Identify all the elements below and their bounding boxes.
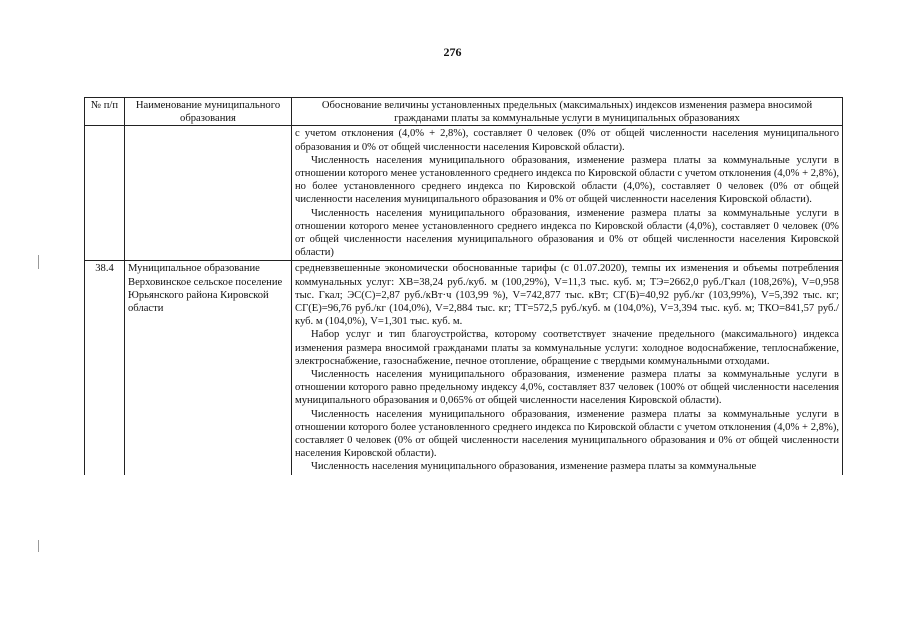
cell-desc-continued [292,126,843,261]
page-number: 276 [443,45,462,59]
municipal-index-table [84,97,843,475]
paragraph: с учетом отклонения (4,0% + 2,8%), составляет 0 человек (0% от общей численности населения муниципального образования и 0% от общей численности населения Кировской области). [295,128,839,153]
paragraph: Численность населения муниципального образования, изменение размера платы за коммунальные услуги в отношении которого менее установленного среднего индекса по Кировской области с учетом отклонения (4,0% + 2,8%), но более установленного среднего индекса по Кировской области (4,0%), составляет 0 человек (0% от общей численности населения муниципального образования и 0% от общей численности населения Кировской области). [295,154,839,206]
header-name: Наименование муниципального образования [125,98,292,126]
paragraph: Набор услуг и тип благоустройства, которому соответствует значение предельного (максимального) индекса изменения размера вносимой гражданами платы за коммунальные услуги: холодное водоснабжение, теплоснабжение, электроснабжение, газоснабжение, печное отопление, обращение с твердыми коммунальными отходами. [295,329,839,367]
table-row-continued [85,126,843,261]
table-header-row [85,98,843,126]
cell-num-empty [85,126,125,261]
header-desc: Обоснование величины установленных предельных (максимальных) индексов изменения размера вносимой гражданами платы за коммунальные услуги в муниципальных образованиях [292,98,843,126]
scan-artifact-mark [38,255,39,269]
paragraph: Численность населения муниципального образования, изменение размера платы за коммунальные услуги в отношении которого менее установленного среднего индекса по Кировской области (4,0%), составляет 0 человек (0% от общей численности населения муниципального образования и 0% от общей численности населения Кировской области) [295,207,839,259]
cell-name-empty [125,126,292,261]
paragraph: Численность населения муниципального образования, изменение размера платы за коммунальные услуги в отношении которого более установленного среднего индекса по Кировской области с учетом отклонения (4,0% + 2,8%), составляет 0 человек (0% от общей численности населения муниципального образования и 0% от общей численности населения Кировской области). [295,408,839,460]
paragraph: Численность населения муниципального образования, изменение размера платы за коммунальные услуги в отношении которого равно предельному индексу 4,0%, составляет 837 человек (100% от общей численности населения муниципального образования и 0,065% от общей численности населения Кировской области). [295,369,839,407]
paragraph: средневзвешенные экономически обоснованные тарифы (с 01.07.2020), темпы их изменения и объемы потребления коммунальных услуг: ХВ=38,24 руб./куб. м (100,29%), V=11,3 тыс. куб. м; ТЭ=2662,0 руб./Гкал (108,26%), V=0,958 тыс. Гкал; ЭС(С)=2,87 руб./кВт·ч (103,99 %), V=742,877 тыс. кВт; СГ(Б)=40,92 руб./кг (103,99%), V=5,392 тыс. кг; СГ(Е)=96,76 руб./кг (104,0%), V=2,884 тыс. кг; ТТ=572,5 руб./куб. м (104,0%), V=3,394 тыс. куб. м; ТКО=841,57 руб./куб. м (104,0%), V=1,301 тыс. куб. м. [295,263,839,328]
table-row-38-4 [85,261,843,475]
cell-desc-38-4 [292,261,843,475]
paragraph: Численность населения муниципального образования, изменение размера платы за коммунальные [311,461,757,473]
cell-row-number: 38.4 [85,261,125,475]
cell-municipality-name: Муниципальное образование Верховинское сельское поселение Юрьянского района Кировской области [125,261,292,475]
scan-artifact-mark [38,540,39,552]
header-num: № п/п [85,98,125,126]
